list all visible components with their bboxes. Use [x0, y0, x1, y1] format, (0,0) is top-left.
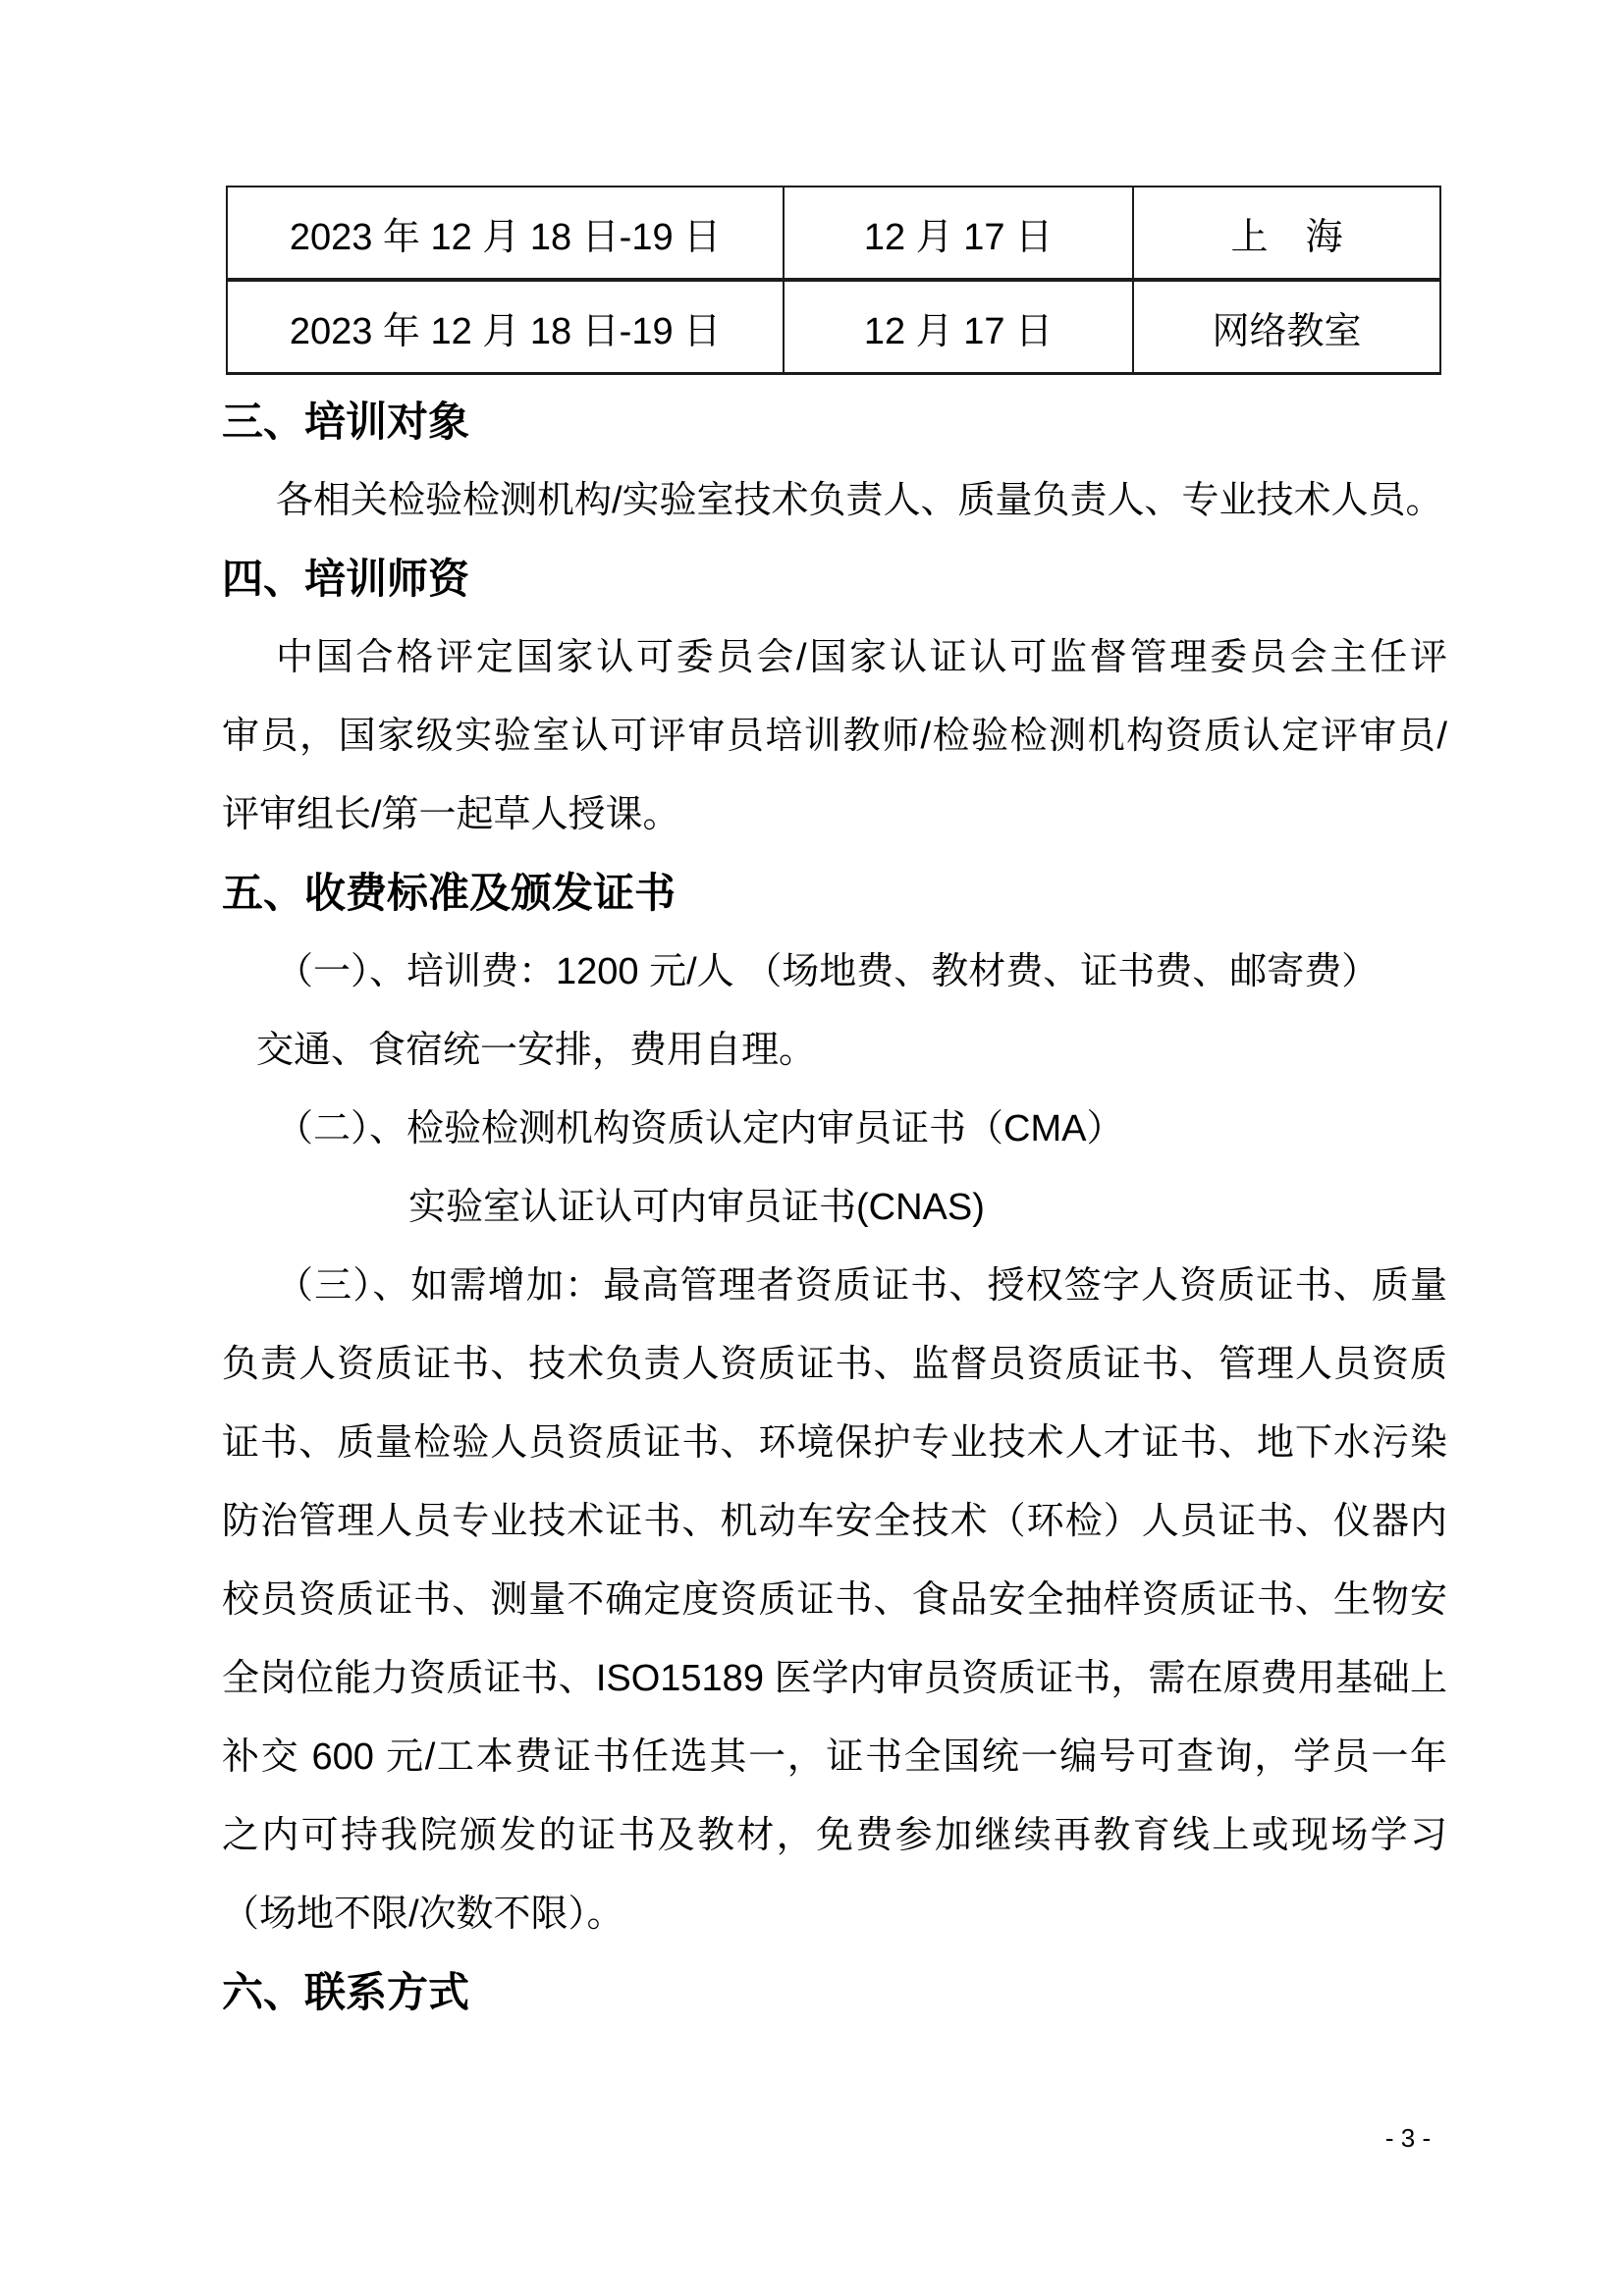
text-line: 交通、食宿统一安排，费用自理。: [256, 1030, 817, 1071]
text-line: （三）、如需增加：最高管理者资质证书、授权签字人资质证书、质量: [276, 1265, 1447, 1307]
training-schedule-table: [226, 186, 1441, 375]
text-line: 全岗位能力资质证书、ISO15189 医学内审员资质证书，需在原费用基础上: [222, 1658, 1447, 1699]
text-line: 负责人资质证书、技术负责人资质证书、监督员资质证书、管理人员资质: [222, 1344, 1447, 1385]
text-line: 校员资质证书、测量不确定度资质证书、食品安全抽样资质证书、生物安: [222, 1579, 1447, 1621]
text-line: 补交 600 元/工本费证书任选其一，证书全国统一编号可查询，学员一年: [222, 1736, 1447, 1778]
table-cell: 2023 年 12 月 18 日-19 日: [227, 187, 784, 280]
table-cell: 上 海: [1133, 187, 1440, 280]
table-cell: 网络教室: [1133, 280, 1440, 374]
section-heading: 三、培训对象: [222, 399, 470, 445]
text-line: 审员，国家级实验室认可评审员培训教师/检验检测机构资质认定评审员/: [222, 716, 1447, 757]
text-line: 各相关检验检测机构/实验室技术负责人、质量负责人、专业技术人员。: [276, 480, 1443, 521]
table-row: [227, 280, 1440, 374]
table-cell: 2023 年 12 月 18 日-19 日: [227, 280, 784, 374]
text-line: （一）、培训费：1200 元/人 （场地费、教材费、证书费、邮寄费）: [276, 951, 1380, 992]
section-heading: 六、联系方式: [222, 1969, 470, 2015]
text-line: 实验室认证认可内审员证书(CNAS): [408, 1187, 985, 1228]
table-row: [227, 187, 1440, 280]
table-cell: 12 月 17 日: [784, 187, 1133, 280]
text-line: （场地不限/次数不限）。: [222, 1894, 624, 1935]
page-number: - 3 -: [1384, 2123, 1432, 2153]
text-line: 证书、质量检验人员资质证书、环境保护专业技术人才证书、地下水污染: [222, 1422, 1447, 1464]
document-content: [222, 383, 1447, 2032]
text-line: 评审组长/第一起草人授课。: [222, 794, 680, 835]
text-line: 防治管理人员专业技术证书、机动车安全技术（环检）人员证书、仪器内: [222, 1501, 1447, 1542]
text-line: 之内可持我院颁发的证书及教材，免费参加继续再教育线上或现场学习: [222, 1815, 1447, 1856]
training-schedule-table-body: [227, 187, 1440, 374]
text-line: （二）、检验检测机构资质认定内审员证书（CMA）: [276, 1108, 1124, 1149]
section-heading: 四、培训师资: [222, 556, 470, 602]
text-line: 中国合格评定国家认可委员会/国家认证认可监督管理委员会主任评: [276, 637, 1447, 678]
table-cell: 12 月 17 日: [784, 280, 1133, 374]
section-heading: 五、收费标准及颁发证书: [222, 870, 677, 916]
